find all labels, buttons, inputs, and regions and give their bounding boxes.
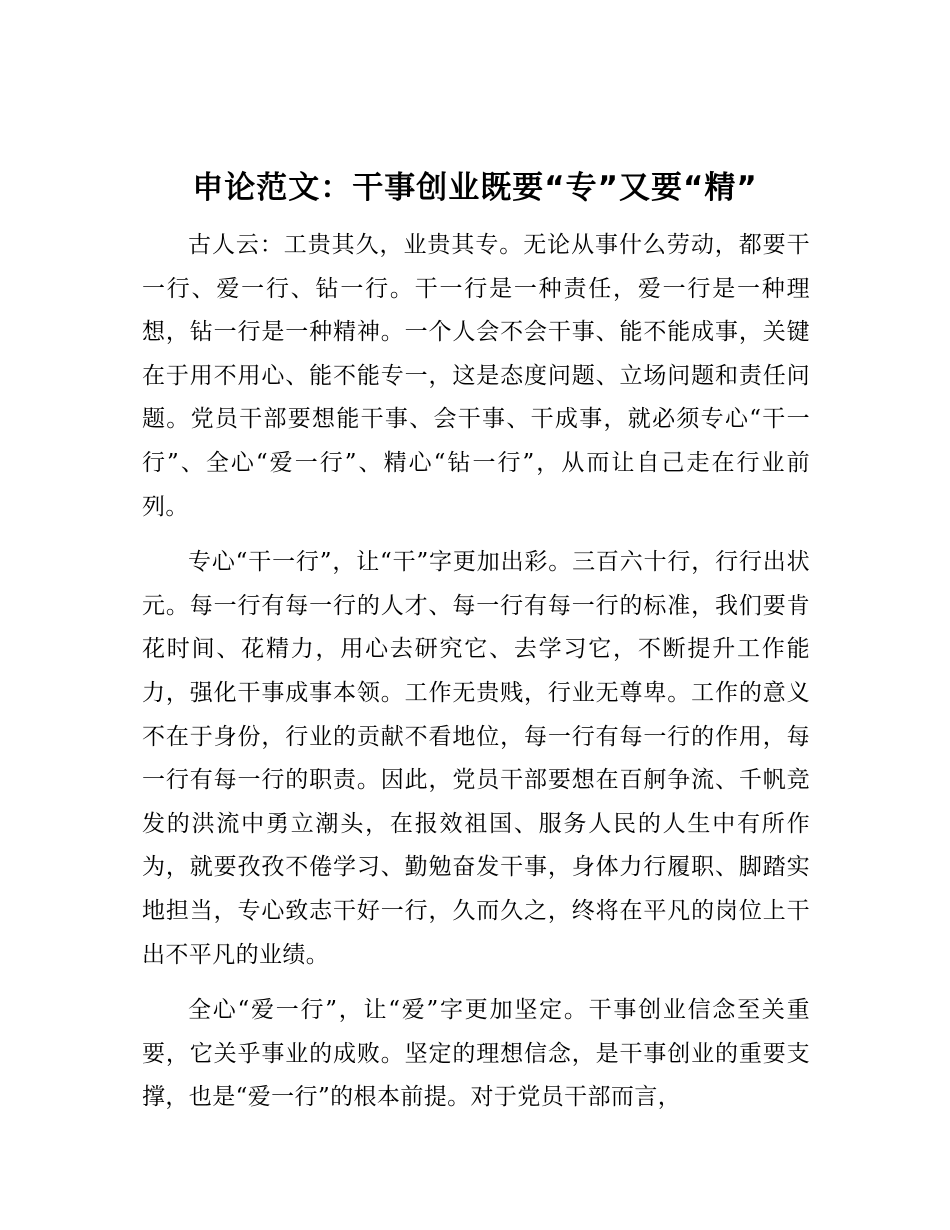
document-title: 申论范文：干事创业既要“专”又要“精” [192,170,758,206]
paragraph-3: 全心“爱一行”，让“爱”字更加坚定。干事创业信念至关重要，它关乎事业的成败。坚定的理想信念，是干事创业的重要支撑，也是“爱一行”的根本前提。对于党员干部而言， [142,997,810,1111]
paragraph-2: 专心“干一行”，让“干”字更加出彩。三百六十行，行行出状元。每一行有每一行的人才、每一行有每一行的标准，我们要肯花时间、花精力，用心去研究它、去学习它，不断提升工作能力，强化干事成事本领。工作无贵贱，行业无尊卑。工作的意义不在于身份，行业的贡献不看地位，每一行有每一行的作用，每一行有每一行的职责。因此，党员干部要想在百舸争流、千帆竞发的洪流中勇立潮头，在报效祖国、服务人民的人生中有所作为，就要孜孜不倦学习、勤勉奋发干事，身体力行履职、脚踏实地担当，专心致志干好一行，久而久之，终将在平凡的岗位上干出不平凡的业绩。 [142,549,810,968]
paragraph-1: 古人云：工贵其久，业贵其专。无论从事什么劳动，都要干一行、爱一行、钻一行。干一行是一种责任，爱一行是一种理想，钻一行是一种精神。一个人会不会干事、能不能成事，关键在于用不用心、能不能专一，这是态度问题、立场问题和责任问题。党员干部要想能干事、会干事、干成事，就必须专心“干一行”、全心“爱一行”、精心“钻一行”，从而让自己走在行业前列。 [142,232,810,520]
document-body [142,224,810,1132]
